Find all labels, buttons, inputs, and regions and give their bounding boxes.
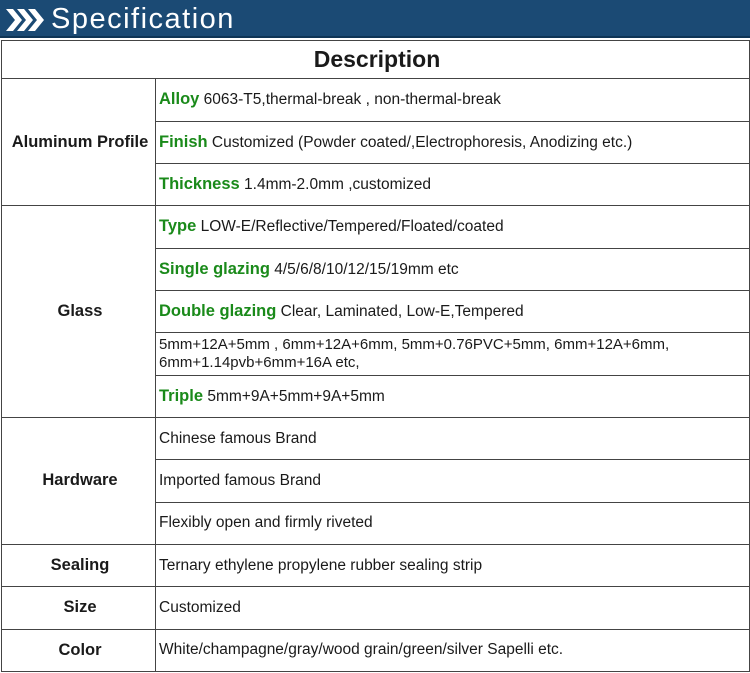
finish-row: [156, 121, 750, 163]
double-glazing-row: [156, 290, 750, 332]
triple-key: Triple: [159, 386, 204, 405]
double-glazing-key: Double glazing: [159, 302, 277, 321]
alloy-row: [156, 79, 750, 121]
thickness-row: [156, 163, 750, 205]
glass-type-key: Type: [159, 217, 197, 236]
thickness-key: Thickness: [159, 175, 240, 194]
single-glazing-value: 4/5/6/8/10/12/15/19mm etc: [269, 260, 459, 278]
category-sealing: Sealing: [2, 544, 156, 586]
hardware-item: Chinese famous Brand: [156, 417, 750, 459]
glass-type-value: LOW-E/Reflective/Tempered/Floated/coated: [196, 218, 504, 236]
category-hardware: Hardware: [2, 417, 156, 544]
triple-value: 5mm+9A+5mm+9A+5mm: [203, 387, 385, 405]
description-header: Description: [2, 41, 750, 79]
finish-value: Customized (Powder coated/,Electrophoresis, Anodizing etc.): [207, 133, 633, 151]
single-glazing-key: Single glazing: [159, 259, 270, 278]
hardware-item: Imported famous Brand: [156, 460, 750, 502]
thickness-value: 1.4mm-2.0mm ,customized: [239, 176, 431, 194]
finish-key: Finish: [159, 132, 208, 151]
double-glazing-specs: 5mm+12A+5mm , 6mm+12A+6mm, 5mm+0.76PVC+5mm, 6mm+12A+6mm, 6mm+1.14pvb+6mm+16A etc,: [156, 333, 750, 375]
single-glazing-row: [156, 248, 750, 290]
category-glass: Glass: [2, 206, 156, 418]
sealing-value: Ternary ethylene propylene rubber sealing strip: [156, 544, 750, 586]
spec-table: [1, 40, 750, 672]
glass-type-row: [156, 206, 750, 248]
double-chevron-right-icon: [6, 9, 46, 31]
banner-title: Specification: [51, 3, 235, 35]
alloy-value: 6063-T5,thermal-break , non-thermal-break: [199, 91, 501, 109]
category-color: Color: [2, 629, 156, 671]
category-aluminum-profile: Aluminum Profile: [2, 79, 156, 206]
hardware-item: Flexibly open and firmly riveted: [156, 502, 750, 544]
color-value: White/champagne/gray/wood grain/green/silver Sapelli etc.: [156, 629, 750, 671]
alloy-key: Alloy: [159, 90, 200, 109]
triple-glazing-row: [156, 375, 750, 417]
double-glazing-value: Clear, Laminated, Low-E,Tempered: [276, 303, 524, 321]
category-size: Size: [2, 587, 156, 629]
spec-banner: [0, 0, 750, 38]
size-value: Customized: [156, 587, 750, 629]
